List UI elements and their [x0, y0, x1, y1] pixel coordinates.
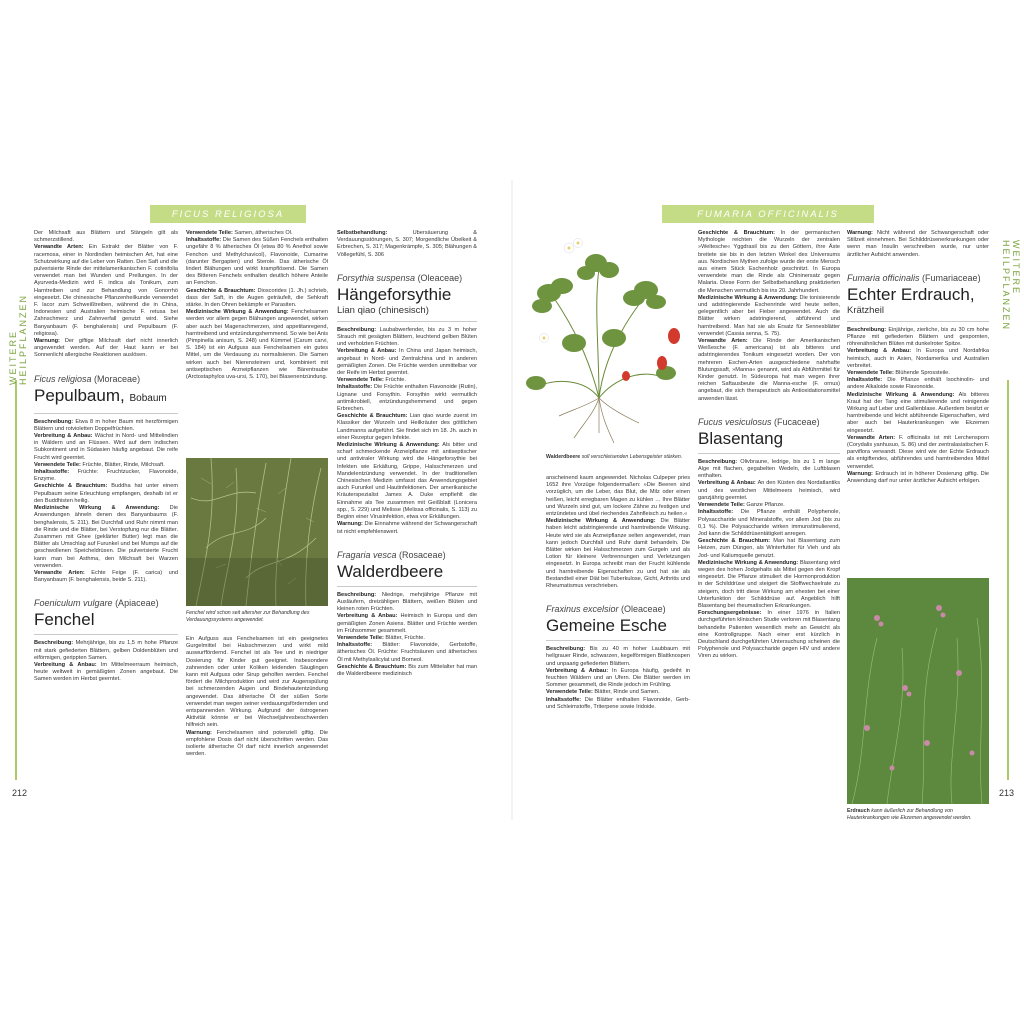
paragraph-text: Man hat Blasentang zum Heizen, zum Düngen, als Winterfutter für Vieh und als Jod- und Kaliumquelle genutzt.	[698, 538, 840, 559]
paragraph-text: Fenchelsamen werden vor allem gegen Blähungen angewendet, wirken aber auch bei Magenschmerzen, sind appetitanregend, harntreibend und entzündungshemmend. So wie bei Anis (Pimpinella anisum, S. 248) und Kümmel (Carum carvi, S. 184) ist ein Aufguss aus Fenchelsamen ein gutes Mittel, um die Verdauung zu normalisieren. Die Samen wirken auch bei Nierensteinen und, kombiniert mit antiseptischen Arzneipflanzen wie Bärentraube (Arctostaphylos uva-ursi, S. 170), bei Blasenentzündung.	[186, 309, 328, 381]
paragraph-label: Verwendete Teile:	[337, 634, 386, 641]
paragraph	[546, 518, 690, 590]
paragraph-text: Im Mittelmeerraum heimisch, heute weltweit in gemäßigten Zonen angebaut. Die Samen werden im Herbst geerntet.	[34, 661, 178, 683]
latin-name: Fucus vesiculosus	[698, 416, 772, 427]
paragraph-text: Früchte: Fruchtzucker, Flavonoide, Enzyme.	[34, 469, 178, 483]
caption-text: kann äußerlich zur Behandlung von Hauterkrankungen wie Ekzemen angewendet werden.	[847, 808, 972, 821]
entry-title: Pepulbaum,	[34, 385, 125, 405]
paragraph-text: Die Anwendungen ähneln denen des Banyanbaums (F. benghalensis, S. 211). Bei Durchfall und Ruhr nimmt man die Rinde und die Blätter, bei Verstopfung nur die Blätter. Zusammen mit Ghee (geklärter Butter) legt man die Blätter als Umschlag auf Furunkel und bei Mumps auf die geschwollenen Speicheldrüsen. Die pulverisierte Frucht kann man bei Asthma, den Milchsaft bei Warzen verwenden.	[34, 505, 178, 569]
paragraph	[698, 338, 840, 403]
latin-name: Forsythia suspensa	[337, 272, 416, 283]
paragraph	[847, 435, 989, 471]
paragraph-label: Verbreitung & Anbau:	[337, 348, 400, 355]
paragraph	[34, 505, 178, 570]
paragraph-text: Wächst in Nord- und Mittelindien in Wäldern und an Flüssen. Wird auf dem indischen Subkontinent und in Südasien häufig angebaut. Die reife Frucht wird geerntet.	[34, 433, 178, 461]
paragraph	[337, 635, 477, 642]
entry-alt-name: Lian qiao (chinesisch)	[337, 304, 429, 316]
paragraph-label: Geschichte & Brauchtum:	[698, 230, 781, 236]
paragraph	[337, 592, 477, 614]
paragraph	[337, 230, 477, 259]
running-head-left: FICUS RELIGIOSA	[150, 205, 306, 223]
right-page	[512, 0, 1024, 1024]
paragraph-label: Medizinische Wirkung & Anwendung:	[34, 505, 170, 512]
paragraph	[546, 646, 690, 668]
paragraph-text: Die Samen des Süßen Fenchels enthalten ungefähr 8 % ätherisches Öl (etwa 80 % Anethol sowie Fenchon und Methylchavicol), Flavonoide, Cumarine (darunter Bergapten) und Sterole. Das ätherische Öl lindert Blähungen und wirkt krampflösend. Die Samen des Bitteren Fenchels enthalten deutlich höhere Anteile an Fenchon.	[186, 237, 328, 287]
paragraph	[337, 521, 477, 535]
col2-body	[186, 230, 328, 381]
paragraph-label: Medizinische Wirkung & Anwendung:	[698, 294, 800, 301]
entry-esche	[546, 604, 690, 711]
paragraph-label: Verbreitung & Anbau:	[698, 480, 758, 487]
paragraph-label: Verbreitung & Anbau:	[546, 667, 613, 674]
divider	[546, 640, 690, 641]
paragraph-label: Medizinische Wirkung & Anwendung:	[546, 518, 661, 525]
paragraph-label: Verwendete Teile:	[337, 377, 386, 384]
entry-alt-name: Bobaum	[129, 392, 167, 404]
latin-name: Fumaria officinalis	[847, 272, 920, 283]
paragraph-label: Geschichte & Brauchtum:	[186, 287, 258, 294]
paragraph-label: Beschreibung:	[34, 640, 76, 647]
paragraph-label: Inhaltsstoffe:	[337, 384, 374, 391]
fumitory-caption	[847, 808, 989, 822]
paragraph-label: Medizinische Wirkung & Anwendung:	[847, 391, 959, 398]
fennel-caption: Fenchel wird schon seit altersher zur Behandlung des Verdauungssystems angewendet.	[186, 610, 310, 623]
family-name: (Oleaceae)	[417, 272, 463, 283]
paragraph	[337, 384, 477, 413]
paragraph	[847, 230, 989, 259]
family-name: (Fucaceae)	[774, 416, 820, 427]
col3-top	[847, 230, 989, 259]
paragraph	[698, 538, 840, 560]
paragraph-label: Medizinische Wirkung & Anwendung:	[698, 559, 800, 566]
paragraph	[698, 480, 840, 502]
paragraph-label: Geschichte & Brauchtum:	[337, 663, 409, 670]
paragraph-label: Verwendete Teile:	[186, 230, 235, 236]
paragraph	[34, 244, 178, 338]
paragraph-text: Nicht während der Schwangerschaft oder Stillzeit einnehmen. Bei Schilddrüsenerkrankungen oder wenn man Insulin verschreiben wurde, nur unter ärztlicher Aufsicht anwenden.	[847, 230, 989, 258]
paragraph	[186, 730, 328, 759]
paragraph-text: F. officinalis ist mit Lerchensporn (Corydalis yanhusuo, S. 86) und der zentralasiatischen F. parviflora verwandt. Diese wird wie der Echte Erdrauch als entgiftendes, abführendes und harntreibendes Mittel verwendet.	[847, 434, 989, 470]
paragraph	[698, 502, 840, 509]
latin-name: Foeniculum vulgare	[34, 598, 113, 609]
paragraph	[546, 697, 690, 711]
left-column-2	[186, 230, 328, 455]
family-name: (Rosaceae)	[399, 549, 446, 560]
left-column-1	[34, 230, 178, 800]
paragraph-label: Geschichte & Brauchtum:	[337, 413, 410, 420]
paragraph-label: Verbreitung & Anbau:	[34, 661, 101, 668]
divider	[34, 634, 178, 635]
paragraph	[34, 469, 178, 483]
paragraph	[337, 613, 477, 635]
decorative-vine-right	[1007, 380, 1009, 780]
fumitory-photo	[847, 578, 989, 804]
paragraph	[337, 413, 477, 442]
caption-text: soll verschleisenden Lebensgeister stärken.	[581, 454, 683, 460]
paragraph-text: In Europa häufig, gedeiht in feuchten Wäldern und an Ufern. Die Blätter werden im Sommer gesammelt, die Rinde jedoch im Frühling.	[546, 667, 690, 689]
entry-body	[34, 640, 178, 683]
entry-fenchel	[34, 598, 178, 683]
paragraph-label: Warnung:	[847, 470, 876, 477]
entry-title: Fenchel	[34, 610, 95, 630]
paragraph-label: Inhaltsstoffe:	[34, 469, 78, 476]
paragraph-text: Früchte, Blätter, Rinde, Milchsaft.	[82, 461, 165, 468]
paragraph-text: Als bitteres Kraut hat der Tang eine stimulierende und reinigende Wirkung auf Leber und Gallenblase. Außerdem besitzt er harntreibende und leicht abführende Eigenschaften, wird aber auch bei Hauterkrankungen wie Ekzemen eingesetzt.	[847, 391, 989, 434]
paragraph	[186, 309, 328, 381]
paragraph	[186, 636, 328, 730]
entry-title: Blasentang	[698, 428, 784, 448]
caption-bold: Erdrauch	[847, 808, 870, 814]
paragraph	[698, 610, 840, 660]
entry-title: Gemeine Esche	[546, 616, 667, 636]
paragraph-label: Verwendete Teile:	[546, 689, 595, 696]
strawberry-illustration	[514, 228, 684, 448]
paragraph-text: Die Pflanze enthält Isochinolin- und andere Alkaloide sowie Flavonoide.	[847, 377, 989, 391]
paragraph	[34, 338, 178, 360]
paragraph-text: In einer 1976 in Italien durchgeführten klinischen Studie verloren mit Blasentang behandelte Patienten wesentlich mehr an Gewicht als eine Kontrollgruppe. Nach einer erst kürzlich in Deutschland durchgeführten Untersuchung scheinen die Polyphenole und Polysaccharide gegen HIV und andere Viren zu wirken.	[698, 610, 840, 660]
divider	[337, 321, 477, 322]
page-number-right: 213	[999, 788, 1015, 798]
divider	[337, 586, 477, 587]
right-column-1	[546, 475, 690, 800]
entry-title: Walderdbeere	[337, 561, 444, 581]
divider	[34, 413, 178, 414]
col3-top	[337, 230, 477, 259]
latin-name: Fragaria vesca	[337, 549, 397, 560]
paragraph	[546, 668, 690, 690]
paragraph-label: Warnung:	[34, 338, 65, 345]
paragraph-label: Warnung:	[847, 230, 877, 236]
paragraph-label: Verbreitung & Anbau:	[337, 613, 401, 620]
paragraph	[698, 295, 840, 338]
paragraph	[847, 348, 989, 370]
paragraph-text: anscheinend kaum angewendet. Nicholas Culpeper pries 1652 ihre Vorzüge folgendermaßen: »Die Beeren sind vorzüglich, um die Leber, das Blut, die Milz oder einen heißen, leicht erregbaren Magen zu kühlen … Ihre Blätter und Wurzeln sind gut, um lockere Zähne zu festigen und entzündetes und übel riechendes Zahnfleisch zu heilen.«	[546, 475, 690, 518]
paragraph-text: Übersäuerung & Verdauungsstörungen, S. 307; Morgendliche Übelkeit & Erbrechen, S. 317; Magenkrämpfe, S. 305; Blähungen & Völlegefühl, S. 306	[337, 230, 477, 258]
paragraph	[337, 642, 477, 664]
decorative-vine-left	[15, 380, 17, 780]
paragraph	[698, 560, 840, 610]
paragraph-label: Inhaltsstoffe:	[337, 642, 383, 649]
paragraph-text: Etwa 8 m hoher Baum mit herzförmigen Blättern und rotvioletten Doppelfrüchten.	[34, 418, 178, 432]
col1-intro	[34, 230, 178, 360]
entry-body	[546, 646, 690, 711]
entry-alt-name: Krätzheil	[847, 304, 884, 316]
paragraph-text: Blühende Sprossteile.	[895, 370, 950, 377]
family-name: (Oleaceae)	[621, 604, 666, 615]
paragraph-text: In der germanischen Mythologie reichten die Wurzeln der zentralen »Weltesche« Yggdrasil bis zu den Göttern, ihre Äste breitete sie bis in den letzten Winkel des Universums aus. Nordischen Mythen zufolge wurde der erste Mensch aus einem Stück Eschenholz geschnitzt. In Europa verwendete man die Rinde als Chininersatz gegen Malaria. Diese Form der Selbstbehandlung praktizierten die Menschen vermutlich bis ins 20. Jahrhundert.	[698, 230, 840, 294]
paragraph	[186, 237, 328, 287]
paragraph	[698, 459, 840, 481]
paragraph-label: Inhaltsstoffe:	[546, 696, 585, 703]
paragraph	[34, 662, 178, 684]
paragraph-text: Heimisch in Europa und den gemäßigten Zonen Asiens. Blätter und Früchte werden im Frühsommer gesammelt.	[337, 613, 477, 634]
left-column-2-lower	[186, 636, 328, 796]
paragraph	[337, 664, 477, 678]
entry-erdrauch	[847, 273, 989, 485]
paragraph	[34, 640, 178, 662]
paragraph-text: Echte Feige (F. carica) und Banyanbaum (F. benghalensis, beide S. 211).	[34, 569, 178, 584]
paragraph-label: Beschreibung:	[34, 418, 76, 425]
paragraph-label: Beschreibung:	[698, 458, 741, 465]
paragraph	[847, 392, 989, 435]
family-name: (Apiaceae)	[115, 598, 159, 609]
paragraph	[847, 377, 989, 391]
entry-body	[337, 327, 477, 536]
paragraph	[34, 570, 178, 584]
paragraph-text: Olivbraune, ledrige, bis zu 1 m lange Alge mit flachen, gegabelten Wedeln, die Luftblasen enthalten.	[698, 458, 840, 480]
paragraph	[337, 442, 477, 521]
latin-name: Ficus religiosa	[34, 373, 92, 384]
paragraph-label: Verwandte Arten:	[34, 569, 92, 576]
paragraph-text: Bis zum Mittelalter hat man die Walderdbeere medizinisch	[337, 663, 477, 677]
entry-body	[698, 459, 840, 661]
paragraph-text: Die Einnahme während der Schwangerschaft ist nicht empfehlenswert.	[337, 521, 477, 535]
entry-title: Echter Erdrauch,	[847, 284, 975, 304]
paragraph-text: Blätter, Früchte.	[385, 634, 425, 641]
paragraph-text: Ganze Pflanze.	[746, 502, 785, 509]
paragraph	[337, 327, 477, 349]
paragraph-text: Niedrige, mehrjährige Pflanze mit Ausläufern, dreizähligen Blättern, weißen Blüten und kleinen roten Früchten.	[337, 591, 477, 613]
paragraph-label: Geschichte & Brauchtum:	[34, 483, 112, 490]
divider	[698, 453, 840, 454]
entry-pepulbaum	[34, 374, 178, 585]
paragraph-text: Der Milchsaft aus Blättern und Stängeln gilt als schmerzstillend.	[34, 230, 178, 244]
paragraph-label: Medizinische Wirkung & Anwendung:	[186, 309, 292, 316]
left-column-3	[337, 230, 477, 800]
paragraph-text: An den Küsten des Nordatlantiks und des westlichen Mittelmeers heimisch, wird ganzjährig geerntet.	[698, 480, 840, 501]
paragraph-text: Die Rinde der Amerikanischen Weißesche (F. americana) ist als bitteres und adstringierendes Tonikum eingesetzt worden. Der von mehreren Eschen-Arten ausgeschiedene nahrhafte Blutungssaft, »Manna« genannt, wird als Abführmittel für Kinder genutzt. In Südeuropa hat man wegen ihrer reichen Saftausbeute die Manna-esche (F. ornus) angebaut, die sich therapeutisch als Antioxidationsmittel anwenden lässt.	[698, 338, 840, 402]
paragraph-text: Bis zu 40 m hoher Laubbaum mit hellgrauer Rinde, schwarzen, kegelförmigen Blattknospen und unpaarig gefiederten Blättern.	[546, 646, 690, 667]
entry-walderdbeere	[337, 550, 477, 678]
paragraph-label: Verwendete Teile:	[847, 370, 896, 377]
paragraph-label: Inhaltsstoffe:	[698, 509, 741, 516]
paragraph-label: Medizinische Wirkung & Anwendung:	[337, 442, 443, 449]
paragraph-text: Mehrjährige, bis zu 1,5 m hohe Pflanze mit stark gefiederten Blättern, gelben Doldenblüten und eiförmigen, gerippten Samen.	[34, 640, 178, 661]
entry-forsythie	[337, 273, 477, 536]
paragraph-label: Inhaltsstoffe:	[186, 237, 223, 244]
side-label-left: WEITERE HEILPFLANZEN	[8, 293, 28, 385]
family-name: (Fumariaceae)	[922, 272, 981, 283]
paragraph-text: Als bitter und scharf schmeckende Arzneipflanze mit antiseptischer und antiviraler Wirkung wird die Hängeforsythie bei Infekten wie Erkältung, Grippe, Halsschmerzen und Mandelentzündung verwendet. In der traditionellen Chinesischen Medizin umfasst das Anwendungsgebiet auch Furunkel und Hautinfektionen. Der amerikanische Kräuterspezialist James A. Duke empfiehlt die Einnahme als Tee zusammen mit Geißblatt (Lonicera spp., S. 229) und Melisse (Melissa officinalis, S. 113) zu Beginn einer Virusinfektion, etwa vor Erkältungen.	[337, 442, 477, 521]
paragraph-text: Die Früchte enthalten Flavonoide (Rutin), Lignane und Forsythin. Forsythin wirkt vermutlich antimikrobiell, entzündungshemmend und gegen Erbrechen.	[337, 384, 477, 413]
paragraph-label: Verwendete Teile:	[698, 502, 747, 509]
paragraph	[186, 288, 328, 310]
entry-body	[34, 419, 178, 585]
paragraph-text: Der giftige Milchsaft darf nicht innerlich angewendet werden. Auf der Haut kann er bei Sonnenlicht allergische Reaktionen auslösen.	[34, 338, 178, 359]
entry-title: Hängeforsythie	[337, 284, 452, 304]
page-number-left: 212	[12, 788, 28, 798]
latin-name: Fraxinus excelsior	[546, 604, 619, 615]
paragraph-text: Erdrauch ist in höherer Dosierung giftig. Die Anwendung darf nur unter ärztlicher Aufsicht erfolgen.	[847, 470, 989, 485]
paragraph-text: Ein Extrakt der Blätter von F. racemosa, einer in Nordindien heimischen Art, hat eine Schutzwirkung auf die Leber von Ratten. Den Saft und die pulverisierte Rinde der mittelamerikanischen F. cotinifolia verwendet man bei Wunden und Prellungen. In der Ayurveda-Medizin wird F. indica als Tonikum, zum Harntreiben und zur Behandlung von Gonorrhö eingesetzt. Die chinesische Pflanzenheilkunde verwendet F. lacor zum Schweißtreiben, während die in China, Indonesien und Australien heimische F. retusa bei Zahnschmerz und Zahnverfall genutzt wird. Siehe Banyanbaum (F. benghalensis) und Pepulbaum (F. religiosa).	[34, 244, 178, 337]
paragraph-label: Inhaltsstoffe:	[847, 377, 888, 384]
paragraph-label: Verwandte Arten:	[847, 434, 899, 441]
paragraph	[34, 230, 178, 244]
paragraph	[337, 348, 477, 377]
paragraph-label: Beschreibung:	[337, 326, 380, 333]
paragraph-label: Warnung:	[186, 729, 217, 736]
right-column-3	[847, 230, 989, 578]
paragraph	[337, 377, 477, 384]
paragraph-label: Verwendete Teile:	[34, 461, 83, 468]
divider	[847, 321, 989, 322]
paragraph	[546, 475, 690, 518]
paragraph-label: Verwandte Arten:	[698, 338, 754, 345]
paragraph-text: Blätter: Flavonoide, Gerbstoffe, ätherisches Öl. Früchte: Fruchtsäuren und ätherisches Öl mit Methylsalicylat und Borneol.	[337, 642, 477, 663]
paragraph	[34, 462, 178, 469]
right-column-2	[698, 230, 840, 800]
caption-bold: Walderdbeere	[546, 454, 581, 460]
side-label-right: WEITERE HEILPFLANZEN	[1001, 240, 1021, 332]
paragraph-label: Geschichte & Brauchtum:	[698, 538, 774, 545]
paragraph-text: Die Pflanze enthält Polyphenole, Polysaccharide und Mineralstoffe, vor allem Jod (bis zu 0,1 %). Die Polysaccharide wirken immunstimulierend, Jod kann die Schilddrüsentätigkeit anregen.	[698, 509, 840, 537]
paragraph-text: Fenchelsamen sind potenziell giftig. Die empfohlene Dosis darf nicht überschritten werden. Das isolierte ätherische Öl darf nicht innerlich angewendet werden.	[186, 729, 328, 758]
paragraph-text: Einjährige, zierliche, bis zu 30 cm hohe Pflanze mit gefiederten Blättern und gespornten, röhrenähnlichen Blüten mit dunkelroter Spitze.	[847, 326, 989, 348]
entry-blasentang	[698, 417, 840, 661]
entry-body	[847, 327, 989, 485]
entry-body	[337, 592, 477, 678]
paragraph-text: In Europa und Nordafrika heimisch, auch in Asien, Nordamerika und Australien verbreitet.	[847, 348, 989, 369]
paragraph	[698, 230, 840, 295]
running-head-right: FUMARIA OFFICINALIS	[662, 205, 874, 223]
family-name: (Moraceae)	[94, 373, 141, 384]
paragraph-label: Beschreibung:	[847, 326, 889, 333]
paragraph-text: Früchte.	[385, 377, 406, 384]
paragraph	[186, 230, 328, 237]
paragraph-label: Forschungsergebnisse:	[698, 610, 768, 617]
paragraph-text: Buddha hat unter einem Pepulbaum seine Erleuchtung empfangen, deshalb ist er den Buddhisten heilig.	[34, 483, 178, 504]
paragraph-label: Verbreitung & Anbau:	[847, 348, 917, 355]
paragraph	[34, 433, 178, 462]
fennel-photo	[186, 458, 328, 606]
paragraph	[34, 419, 178, 433]
col2-body	[698, 230, 840, 403]
paragraph-label: Beschreibung:	[546, 646, 590, 653]
paragraph-text: Blätter, Rinde und Samen.	[594, 689, 660, 696]
paragraph-text: In China und Japan heimisch, angebaut in Nord- und Zentralchina und in anderen gemäßigten Zonen. Die Früchte werden unmittelbar vor der Reife im Herbst geerntet.	[337, 348, 477, 377]
paragraph-label: Beschreibung:	[337, 591, 382, 598]
paragraph-label: Warnung:	[337, 521, 365, 528]
paragraph	[847, 471, 989, 485]
paragraph-text: Laubabwerfender, bis zu 3 m hoher Strauch mit gesägten Blättern, leuchtend gelben Blüten und verholzten Früchten.	[337, 326, 477, 348]
col1-body	[546, 475, 690, 590]
paragraph	[546, 689, 690, 696]
paragraph	[847, 370, 989, 377]
paragraph-text: Blasentang wird wegen des hohen Jodgehalts als Mittel gegen den Kropf eingesetzt. Die Pflanze stimuliert die Hormonproduktion in der Schilddrüse und steigert die Stoffwechselrate zu steigern, doch tritt diese Wirkung am ehesten bei einer Unterfunktion der Schilddrüse auf. Angeblich hilft Blasentang bei rheumatischen Erkrankungen.	[698, 559, 840, 609]
paragraph-text: Die Blätter haben leicht adstringierende und harntreibende Wirkung. Heute wird sie als Arzneipflanze selten angewendet, man kann jedoch Durchfall und Ruhr damit behandeln. Die Blätter wirken bei Halsschmerzen zum Gurgeln und als Lotion für kleinere Verbrennungen und Verletzungen eingesetzt. In Europa schreibt man der Frucht kühlende und harntreibende Eigenschaften zu und hat sie als Bestandteil einer Diät bei Tuberkulose, Gicht, Arthritis und Rheumatismus verschrieben.	[546, 518, 690, 590]
paragraph-label: Verwandte Arten:	[34, 244, 89, 251]
paragraph-label: Verbreitung & Anbau:	[34, 433, 95, 440]
paragraph-text: Ein Aufguss aus Fenchelsamen ist ein geeignetes Gurgelmittel bei Halsschmerzen und wirkt mild auswurffördernd. Fenchel ist als Tee und in niedriger Dosierung für Kinder gut geeignet. Insbesondere zahnenden oder unter Koliken leidenden Säuglingen kann mit Aufguss oder Sirup geholfen werden. Fenchel fördert die Milchproduktion und wird zur Augenspülung bei schmerzenden Augen und Bindehautentzündung angewendet. Das ätherische Öl der süßen Sorte verwendet man wegen seiner verdauungsfördernden und entspannenden Wirkung. Aufgrund der östrogenen Aktivität könnte er bei Wechseljahresbeschwerden hilfreich sein.	[186, 636, 328, 729]
paragraph-text: Die Blätter enthalten Flavonoide, Gerb- und Schleimstoffe, Triterpene sowie Iridoide.	[546, 696, 690, 710]
paragraph-text: Dioscorides (1. Jh.) schrieb, dass der Saft, in die Augen geträufelt, die Sehkraft stärke. In den Ohren bekämpfe er Parasiten.	[186, 287, 328, 309]
paragraph	[34, 483, 178, 505]
paragraph	[847, 327, 989, 349]
paragraph-text: Lian qiao wurde zuerst im Klassiker der Wurzeln und Heilkräuter des göttlichen Landmanns aufgeführt. Sie findet sich im 18. Jh. auch in einer Rezeptur gegen Infekte.	[337, 413, 477, 441]
strawberry-caption	[546, 454, 686, 461]
paragraph-label: Selbstbehandlung:	[337, 230, 413, 236]
paragraph-text: Die tonisierende und adstringierende Eschenrinde wird heute selten, gelegentlich aber bei Fieber angewendet. Auch die Blätter wirken adstringierend, abführend und harntreibend. Man hat sie als Ersatz für Sennesblätter verwendet (Cassia senna, S. 75).	[698, 294, 840, 337]
col2-lower-body	[186, 636, 328, 758]
paragraph	[698, 509, 840, 538]
paragraph-text: Samen, ätherisches Öl.	[234, 230, 293, 236]
